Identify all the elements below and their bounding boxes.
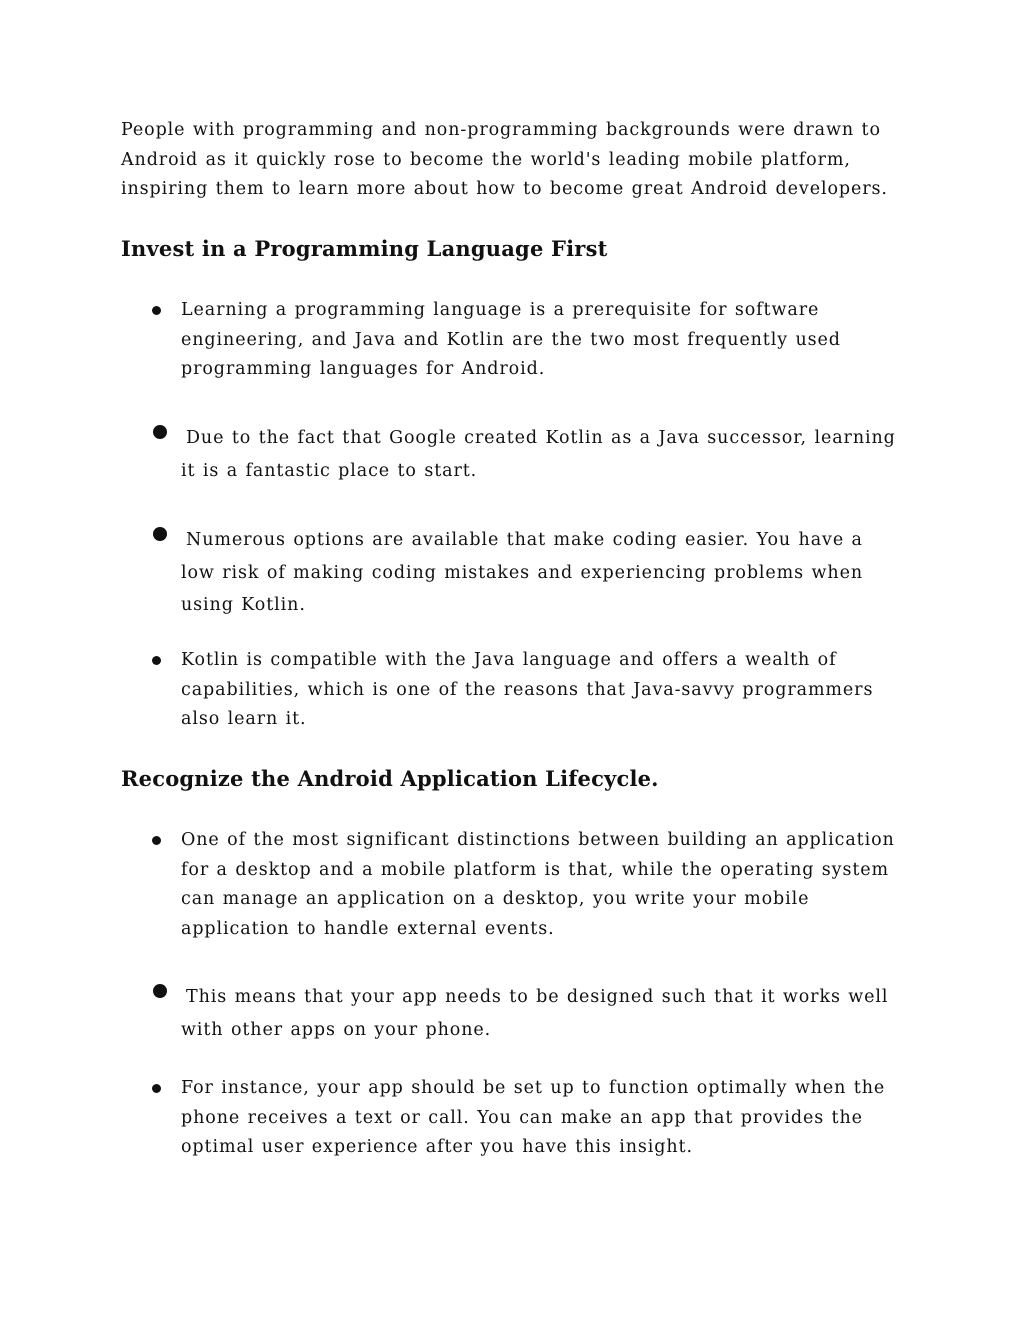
section-heading-programming-language: Invest in a Programming Language First [121, 236, 608, 261]
list-item-text: Due to the fact that Google created Kotlin as a Java successor, learning it is a fantastic place to start. [181, 428, 896, 481]
list-item-text: For instance, your app should be set up to function optimally when the phone receives a text or call. You can make an app that provides the optimal user experience after you have this insight. [181, 1078, 886, 1157]
bullet-dot-icon [152, 656, 161, 665]
list-item-text: This means that your app needs to be designed such that it works well with other apps on your phone. [181, 987, 889, 1040]
list-item-text: One of the most significant distinctions between building an application for a desktop and a mobile platform is that, while the operating system can manage an application on a desktop, you write your mobile application to handle external events. [181, 830, 895, 939]
list-item [181, 981, 897, 1046]
list-item [181, 826, 897, 944]
section-heading-application-lifecycle: Recognize the Android Application Lifecycle. [121, 766, 659, 791]
list-item [181, 422, 897, 487]
list-item-text: Numerous options are available that make coding easier. You have a low risk of making coding mistakes and experiencing problems when using Kotlin. [181, 530, 863, 615]
bullet-dot-icon [152, 306, 161, 315]
list-item [181, 1074, 897, 1163]
list-item-text: Kotlin is compatible with the Java language and offers a wealth of capabilities, which is one of the reasons that Java-savvy programmers also learn it. [181, 650, 874, 729]
list-item [181, 524, 897, 622]
bullet-dot-icon [152, 1084, 161, 1093]
list-item [181, 296, 897, 385]
list-item-text: Learning a programming language is a prerequisite for software engineering, and Java and Kotlin are the two most frequently used programming languages for Android. [181, 300, 841, 379]
bullet-dot-icon [153, 984, 167, 998]
bullet-dot-icon [153, 527, 167, 541]
list-item [181, 646, 897, 735]
bullet-dot-icon [153, 425, 167, 439]
bullet-dot-icon [152, 836, 161, 845]
intro-paragraph: People with programming and non-programming backgrounds were drawn to Android as it quickly rose to become the world's leading mobile platform, inspiring them to learn more about how to become great Android developers. [121, 120, 888, 199]
